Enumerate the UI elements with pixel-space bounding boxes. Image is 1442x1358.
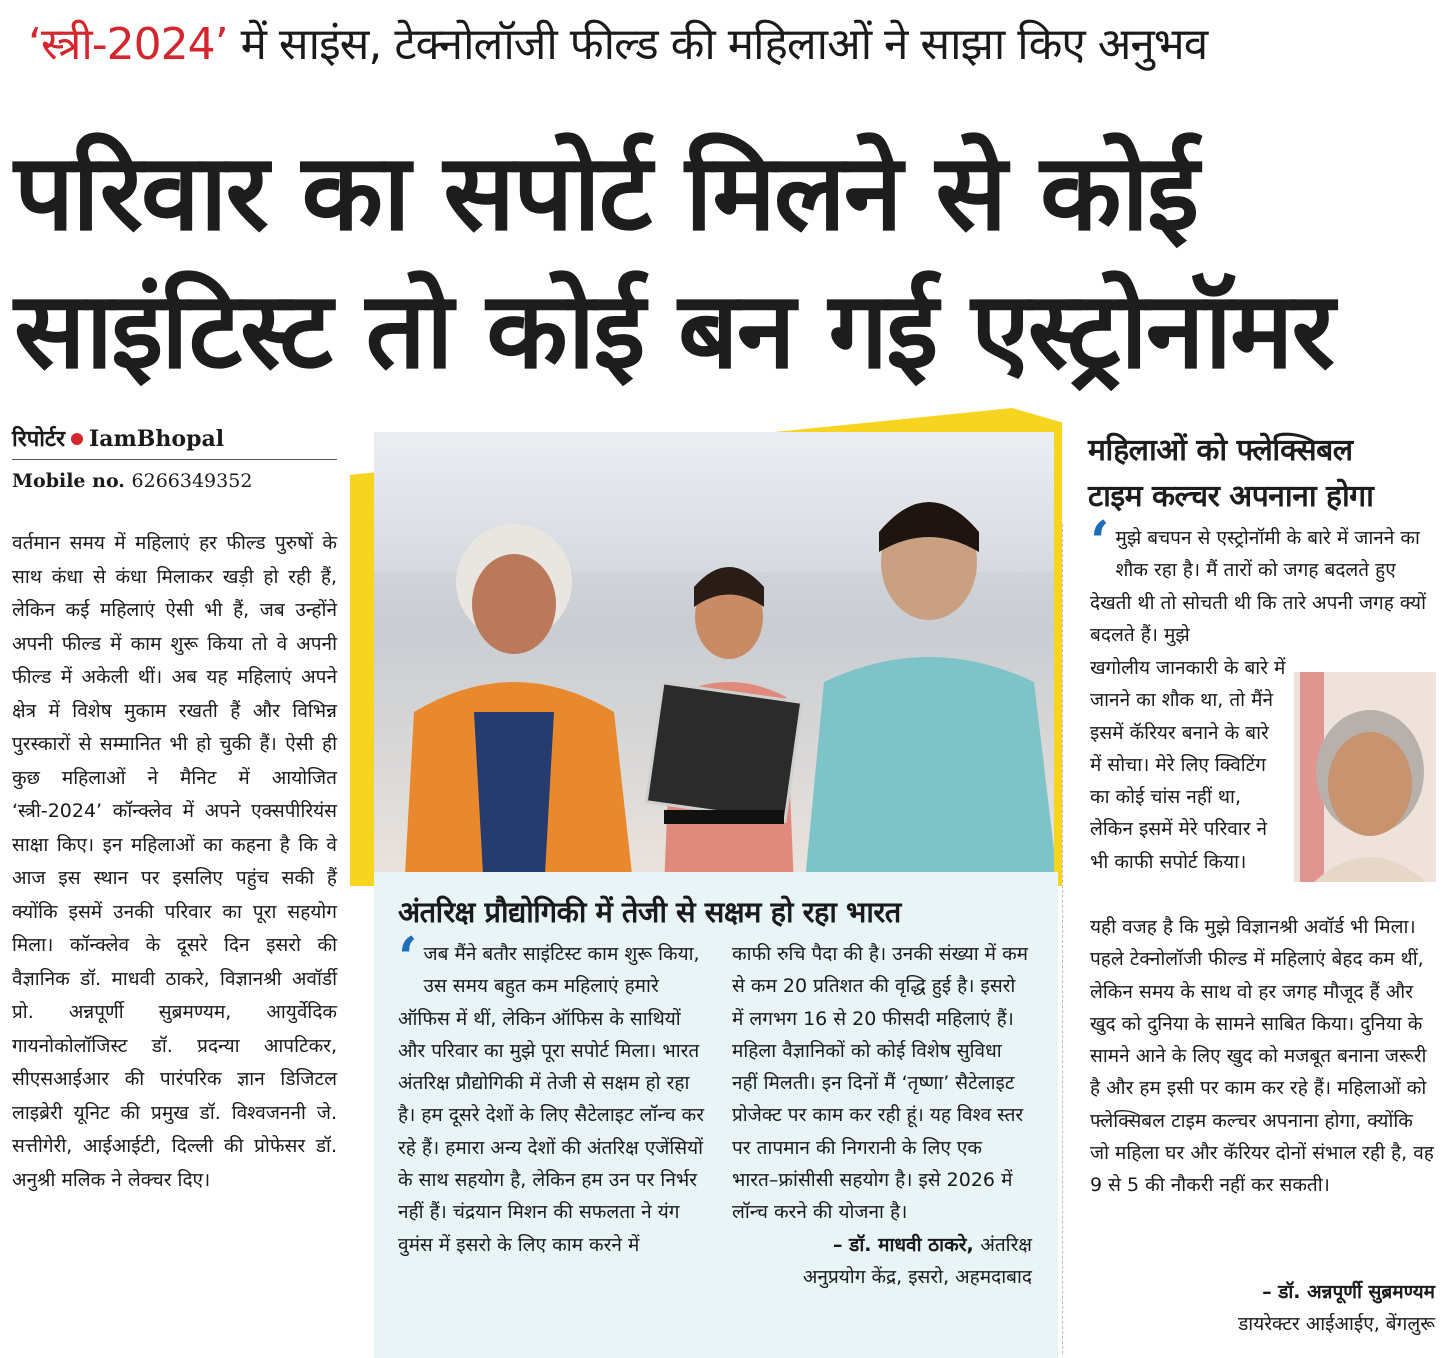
mobile-label: Mobile no. — [12, 470, 125, 492]
isro-quote-col-1-text: जब मैंने बतौर साइंटिस्ट काम शुरू किया, उस समय बहुत कम महिलाएं हमारे ऑफिस में थीं, लेकिन ऑफिस के साथियों और परिवार का मुझे पूरा सपोर्ट मिला। भारत अंतरिक्ष प्रौद्योगिकी में तेजी से सक्षम हो रहा है। हम दूसरे देशों के लिए सैटेलाइट लॉन्च कर रहे हैं। हमारा अन्य देशों की अंतरिक्ष एजेंसियों के साथ सहयोग है, लेकिन हम उन पर निर्भर नहीं हैं। चंद्रयान मिशन की सफलता ने यंग वुमंस में इसरो के लिए काम करने में — [398, 943, 704, 1256]
right-heading-line-1: महिलाओं को फ्लेक्सिबल — [1088, 433, 1353, 468]
right-signature-name: – डॉ. अन्नपूर्णी सुब्रमण्यम — [1262, 1281, 1435, 1303]
portrait-photo — [1294, 672, 1436, 882]
isro-quote-col-2-text: काफी रुचि पैदा की है। उनकी संख्या में कम से कम 20 प्रतिशत की वृद्धि हुई है। इसरो में लगभग 16 से 20 फीसदी महिलाएं हैं। महिला वैज्ञानिकों को कोई विशेष सुविधा नहीं मिलती। इन दिनों मैं ‘तृष्णा’ सैटेलाइट प्रोजेक्ट पर काम कर रही हूं। यह विश्व स्तर पर तापमान की निगरानी के लिए एक भारत–फ्रांसीसी सहयोग है। इसे 2026 में लॉन्च करने की योजना है। — [732, 943, 1029, 1224]
left-body-text: वर्तमान समय में महिलाएं हर फील्ड पुरुषों के साथ कंधा से कंधा मिलाकर खड़ी हो रही हैं, लेकिन कई महिलाएं ऐसी भी हैं, जब उन्होंने अपनी फील्ड में काम शुरू किया तो वे अपनी फील्ड में अकेली थीं। अब यह महिलाएं अपने क्षेत्र में विशेष मुकाम रखती हैं और विभिन्न पुरस्कारों से सम्मानित भी हो चुकी हैं। ऐसी ही कुछ महिलाओं ने मैनिट में आयोजित ‘स्त्री-2024’ कॉन्क्लेव में अपने एक्सपीरियंस साक्षा किए। इन महिलाओं का कहना है कि वे आज इस स्थान पर इसलिए पहुंच सकी हैं क्योंकि इसमें उनकी परिवार का पूरा सहयोग मिला। कॉन्क्लेव के दूसरे दिन इसरो की वैज्ञानिक डॉ. माधवी ठाकरे, विज्ञानश्री अवॉर्डी प्रो. अन्नपूर्णी सुब्रमण्यम, आयुर्वेदिक गायनोकोलॉजिस्ट डॉ. प्रदन्या आपटिकर, सीएसआईआर की पारंपरिक ज्ञान डिजिटल लाइब्रेरी यूनिट की प्रमुख डॉ. विश्वजननी जे. सत्तीगेरी, आईआईटी, दिल्ली की प्रोफेसर डॉ. अनुश्री मलिक ने लेक्चर दिए। — [12, 532, 337, 1191]
isro-signature-role-2: अनुप्रयोग केंद्र, इसरो, अहमदाबाद — [802, 1265, 1032, 1288]
photo-person-right — [794, 452, 1054, 872]
portrait-person — [1294, 672, 1436, 882]
mobile-number: 6266349352 — [131, 470, 253, 492]
quote-mark-icon: ‘ — [398, 925, 418, 991]
right-heading-line-2: टाइम कल्चर अपनाना होगा — [1088, 479, 1374, 514]
isro-quote-col-2 — [732, 938, 1032, 1293]
right-text-wrap: खगोलीय जानकारी के बारे में जानने का शौक था, तो मैंने इसमें कॅरियर बनाने के बारे में सोचा। मेरे लिए क्विटिंग का कोई चांस नहीं था, लेकिन इसमें मेरे परिवार ने भी काफी सपोर्ट किया। — [1090, 657, 1286, 873]
mobile-line — [12, 464, 337, 498]
isro-signature-name: – डॉ. माधवी ठाकरे, — [833, 1233, 974, 1256]
award-plaque-icon — [644, 682, 804, 832]
reporter-line — [12, 424, 337, 460]
bullet-dot-icon — [71, 433, 83, 445]
kicker-highlight: ‘स्त्री-2024’ — [28, 19, 228, 70]
right-text-top — [1090, 509, 1435, 651]
isro-signature — [732, 1229, 1032, 1261]
right-heading — [1088, 428, 1428, 520]
isro-signature-role-1: अंतरिक्ष — [980, 1233, 1032, 1256]
kicker-line — [28, 10, 1428, 80]
right-text-bottom: यही वजह है कि मुझे विज्ञानश्री अवॉर्ड भी मिला। पहले टेक्नोलॉजी फील्ड में महिलाएं बेहद कम थीं, लेकिन समय के साथ वो हर जगह मौजूद हैं और खुद को दुनिया के सामने साबित किया। दुनिया के सामने आने के लिए खुद को मजबूत बनाना जरूरी है और हम इसी पर काम कर रहे हैं। महिलाओं को फ्लेक्सिबल टाइम कल्चर अपनाना होगा, क्योंकि जो महिला घर और कॅरियर दोनों संभाल रही है, वह 9 से 5 की नौकरी नहीं कर सकती। — [1090, 916, 1434, 1197]
headline-line-2: साइंटिस्ट तो कोई बन गई एस्ट्रोनॉमर — [14, 269, 1333, 392]
quote-mark-icon: ‘ — [1090, 509, 1110, 575]
column-divider — [1062, 524, 1063, 1354]
reporter-label: रिपोर्टर — [12, 427, 65, 452]
reporter-name: IamBhopal — [88, 426, 225, 452]
isro-box-heading: अंतरिक्ष प्रौद्योगिकी में तेजी से सक्षम हो रहा भारत — [398, 895, 901, 929]
isro-quote-col-1 — [398, 925, 708, 1261]
byline — [12, 424, 337, 498]
right-text-top-content: मुझे बचपन से एस्ट्रोनॉमी के बारे में जानने का शौक रहा है। मैं तारों को जगह बदलते हुए देखती थी तो सोचती थी कि तारे अपनी जगह क्यों बदलते हैं। मुझे — [1090, 527, 1426, 646]
right-signature-role: डायरेक्टर आईआईए, बेंगलुरू — [1238, 1313, 1435, 1335]
event-photo — [374, 432, 1054, 872]
photo-person-left — [384, 512, 644, 872]
kicker-text: में साइंस, टेक्नोलॉजी फील्ड की महिलाओं ने साझा किए अनुभव — [227, 19, 1208, 70]
headline-line-1: परिवार का सपोर्ट मिलने से कोई — [14, 131, 1197, 254]
